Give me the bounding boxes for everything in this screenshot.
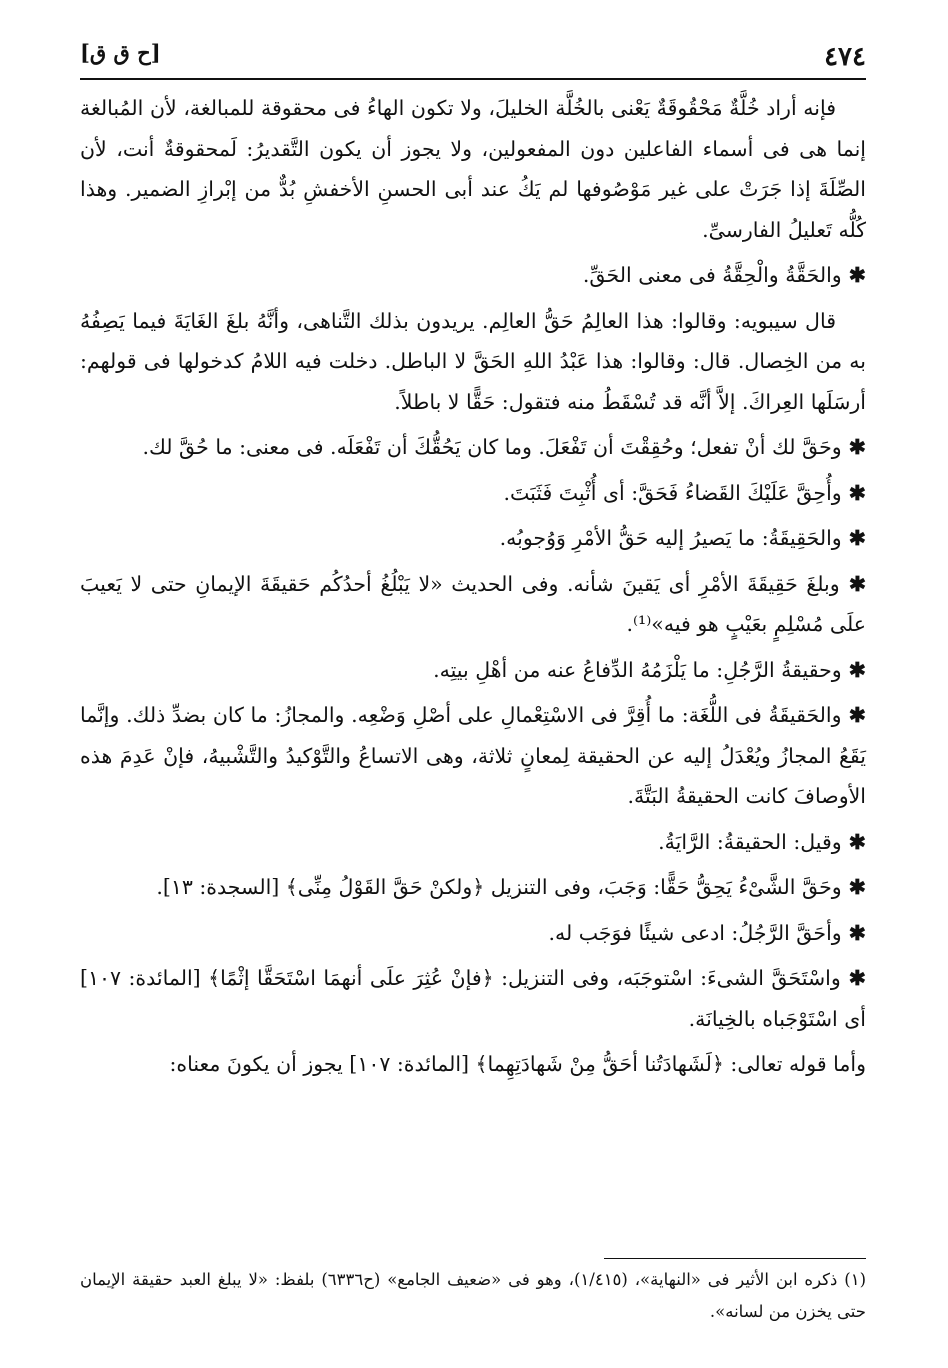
text-paragraph [80,88,866,250]
footnote-divider [604,1258,866,1259]
entry-paragraph [80,255,866,296]
paragraph-text: والحَقِيقَةُ: ما يَصيرُ إليه حَقُّ الأمْرِ وَوُجوبُه. [499,526,842,550]
page-body [80,88,866,1090]
paragraph-text: وأحَقَّ الرَّجُلُ: ادعى شيئًا فوَجَب له. [548,920,842,945]
root-code: [ح ق ق] [80,40,161,65]
entry-paragraph [80,913,866,954]
paragraph-text: فإنه أراد خُلَّةٌ مَحْقُوقَةٌ يَعْنى بالخُلَّة الخليلَ، ولا تكون الهاءُ فى محقوقة للمبالغة، لأن المُبالغة إنما هى فى أسماء الفاعلين دون المفعولين، ولا يجوز أن يكون التَّقديرُ: لَمحقوقةٌ أنت، لأن الصِّلَةَ إذا جَرَتْ على غير مَوْصُوفها لم يَكُ عند أبى الحسنِ الأخفشِ بُدٌّ من إبْرازِ الضمير. وهذا كُلُّه تَعليلُ الفارسىِّ. [80,96,866,242]
paragraph-text: والحَقيقَةُ فى اللُّغَة: ما أُقِرَّ فى الاسْتِعْمالِ على أصْلِ وَضْعِه. والمجازُ: ما كان بضدِّ ذلك. وإنَّما يَقَعُ المجازُ ويُعْدَلُ إليه عن الحقيقة لِمعانٍ ثلاثة، وهى الاتساعُ والتَّوْكيدُ والتَّشْبيهُ، فإنْ عَدِمَ هذه الأوصافَ كانت الحقيقةُ البَتَّةَ. [80,703,866,808]
entry-star-icon: ✱ [841,435,866,459]
paragraph-text: والحَقَّةُ والْحِقَّةُ فى معنى الحَقِّ. [582,263,842,287]
text-paragraph [80,1044,866,1085]
text-paragraph [80,301,866,423]
paragraph-text: وأُحِقَّ عَلَيْكَ القَضاءُ فَحَقَّ: أى أُثْبِتَ فَثَبَتَ. [503,480,842,505]
entry-star-icon: ✱ [841,829,866,854]
entry-star-icon: ✱ [841,526,866,550]
entry-paragraph [80,650,866,691]
entry-paragraph [80,958,866,1039]
paragraph-text: وحقيقةُ الرَّجُلِ: ما يَلْزَمُهُ الدِّفاعُ عنه من أهْلِ بيتِه. [433,657,842,682]
entry-star-icon: ✱ [841,920,866,945]
paragraph-text: قال سيبويه: وقالوا: هذا العالِمُ حَقُّ العالِم. يريدون بذلك التَّناهى، وأنَّهُ بلغَ الغَايَةَ فيما يَصِفُهُ به من الخِصال. قال: وقالوا: هذا عَبْدُ اللهِ الحَقَّ لا الباطل. دخلت فيه اللامُ كدخولها فى قولهم: أرسَلَها العِراكَ. إلاَّ أنَّه قد تُسْقَطُ منه فتقول: حَقًّا لا باطلاً. [80,308,866,414]
footnotes [80,1264,866,1328]
paragraph-text: وأما قوله تعالى: ﴿لَشَهادَتُنا أحَقُّ مِنْ شَهادَتِهِما﴾ [المائدة: ١٠٧] يجوز أن يكونَ معناه: [169,1052,866,1076]
entry-star-icon: ✱ [841,703,866,727]
entry-paragraph [80,427,866,468]
entry-paragraph [80,473,866,514]
entry-star-icon: ✱ [841,263,866,287]
page-header [80,38,866,80]
paragraph-text: وبلغَ حَقِيقَةَ الأمْرِ أى يَقينَ شأنه. وفى الحديث «لا يَبْلُغُ أحدُكُم حَقيقَةَ الإيمانِ حتى لا يَعيبَ علَى مُسْلِمٍ بعَيْبٍ هو فيه»⁽¹⁾. [80,571,866,636]
paragraph-text: وحَقَّ الشَّىْءُ يَحِقُّ حَقًّا: وَجَبَ، وفى التنزيل ﴿ولكنْ حَقَّ القَوْلُ مِنِّى﴾ [السجدة: ١٣]. [156,875,842,899]
entry-paragraph [80,822,866,863]
entry-paragraph [80,695,866,817]
entry-star-icon: ✱ [839,571,866,596]
entry-paragraph [80,518,866,559]
entry-star-icon: ✱ [840,966,866,990]
paragraph-text: واسْتَحَقَّ الشىءَ: اسْتوجَبَه، وفى التنزيل: ﴿فإنْ عُثِرَ علَى أنهمَا اسْتَحَقَّا إثْمًا﴾ [المائدة: ١٠٧] أى اسْتَوْجَباه بالخِيانَة. [80,966,866,1031]
entry-star-icon: ✱ [841,657,866,682]
entry-paragraph [80,867,866,908]
paragraph-text: وحَقَّ لك أنْ تفعل؛ وحُقِقْتَ أن تَفْعَلَ. وما كان يَحُقُّكَ أن تَفْعَلَه. فى معنى: ما حُقَّ لك. [142,435,842,459]
entry-star-icon: ✱ [841,875,866,899]
page-number: ٤٧٤ [824,42,866,72]
paragraph-text: وقيل: الحقيقةُ: الرَّايَةُ. [658,829,842,854]
footnote-item: (١) ذكره ابن الأثير فى «النهاية»، (١/٤١٥)، وهو فى «ضعيف الجامع» (ح٦٣٣٦) بلفظ: «لا يبلغ العبد حقيقة الإيمان حتى يخزن من لسانه». [80,1270,866,1321]
entry-star-icon: ✱ [841,480,866,505]
entry-paragraph [80,564,866,645]
